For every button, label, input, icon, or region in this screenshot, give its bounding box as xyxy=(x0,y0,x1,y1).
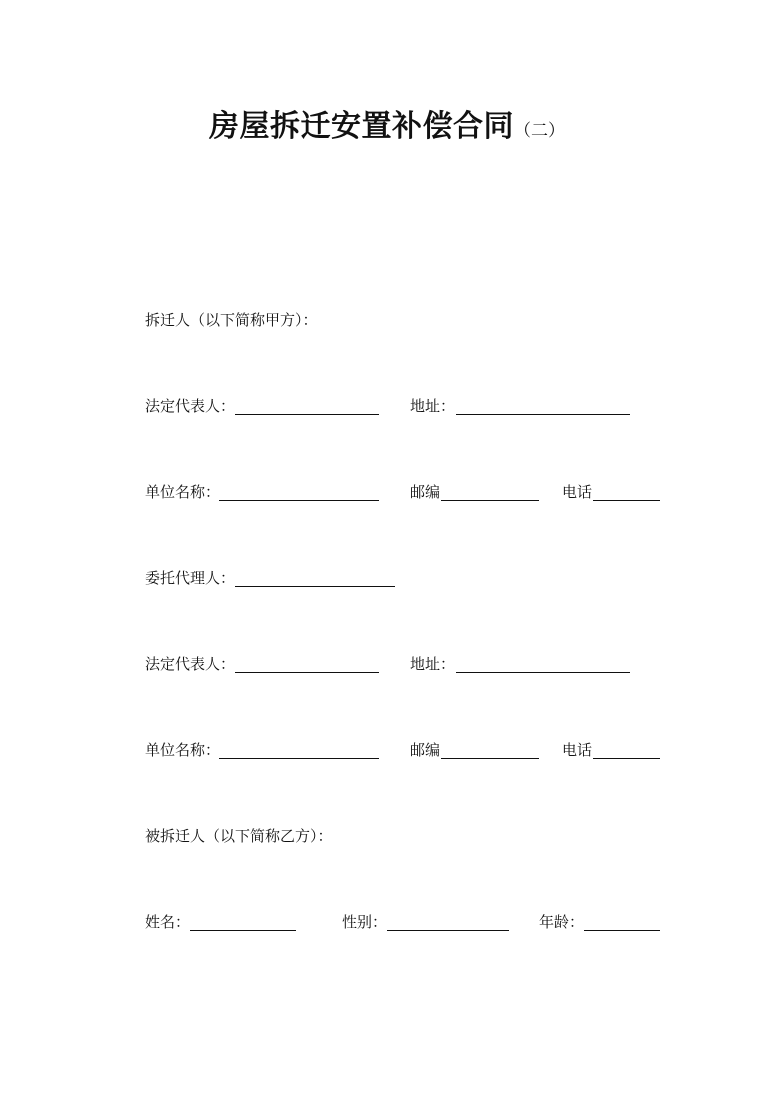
name-label: 姓名： xyxy=(145,913,191,931)
age-label: 年龄： xyxy=(539,913,585,931)
age-field[interactable] xyxy=(584,930,660,931)
unit-name2-field[interactable] xyxy=(219,758,379,759)
title-main: 房屋拆迁安置补偿合同 xyxy=(209,109,514,144)
address2-label: 地址： xyxy=(410,655,456,673)
unit2-line xyxy=(0,738,774,762)
postcode-field[interactable] xyxy=(441,500,539,501)
phone-field[interactable] xyxy=(593,500,660,501)
postcode2-label: 邮编 xyxy=(410,741,441,759)
address-field[interactable] xyxy=(456,414,630,415)
unit-name2-label: 单位名称： xyxy=(145,741,221,759)
person-line xyxy=(0,910,774,934)
title-sub: （二） xyxy=(514,121,565,141)
agent-label: 委托代理人： xyxy=(145,569,236,587)
address2-field[interactable] xyxy=(456,672,630,673)
phone-label: 电话 xyxy=(562,483,593,501)
agent-line xyxy=(0,566,774,590)
unit-name-label: 单位名称： xyxy=(145,483,221,501)
legal-rep-label: 法定代表人： xyxy=(145,397,236,415)
legal-rep2-line xyxy=(0,652,774,676)
party-b-heading: 被拆迁人（以下简称乙方）： xyxy=(145,827,333,845)
document-title xyxy=(0,101,774,145)
unit-line xyxy=(0,480,774,504)
party-b-heading-line xyxy=(0,824,774,848)
phone2-label: 电话 xyxy=(562,741,593,759)
postcode-label: 邮编 xyxy=(410,483,441,501)
phone2-field[interactable] xyxy=(593,758,660,759)
party-a-heading-line xyxy=(0,308,774,332)
gender-label: 性别： xyxy=(342,913,388,931)
party-a-heading: 拆迁人（以下简称甲方）： xyxy=(145,311,318,329)
agent-field[interactable] xyxy=(235,586,395,587)
legal-rep2-field[interactable] xyxy=(235,672,379,673)
name-field[interactable] xyxy=(190,930,296,931)
postcode2-field[interactable] xyxy=(441,758,539,759)
legal-rep-line xyxy=(0,394,774,418)
unit-name-field[interactable] xyxy=(219,500,379,501)
address-label: 地址： xyxy=(410,397,456,415)
gender-field[interactable] xyxy=(387,930,509,931)
legal-rep-field[interactable] xyxy=(235,414,379,415)
legal-rep2-label: 法定代表人： xyxy=(145,655,236,673)
